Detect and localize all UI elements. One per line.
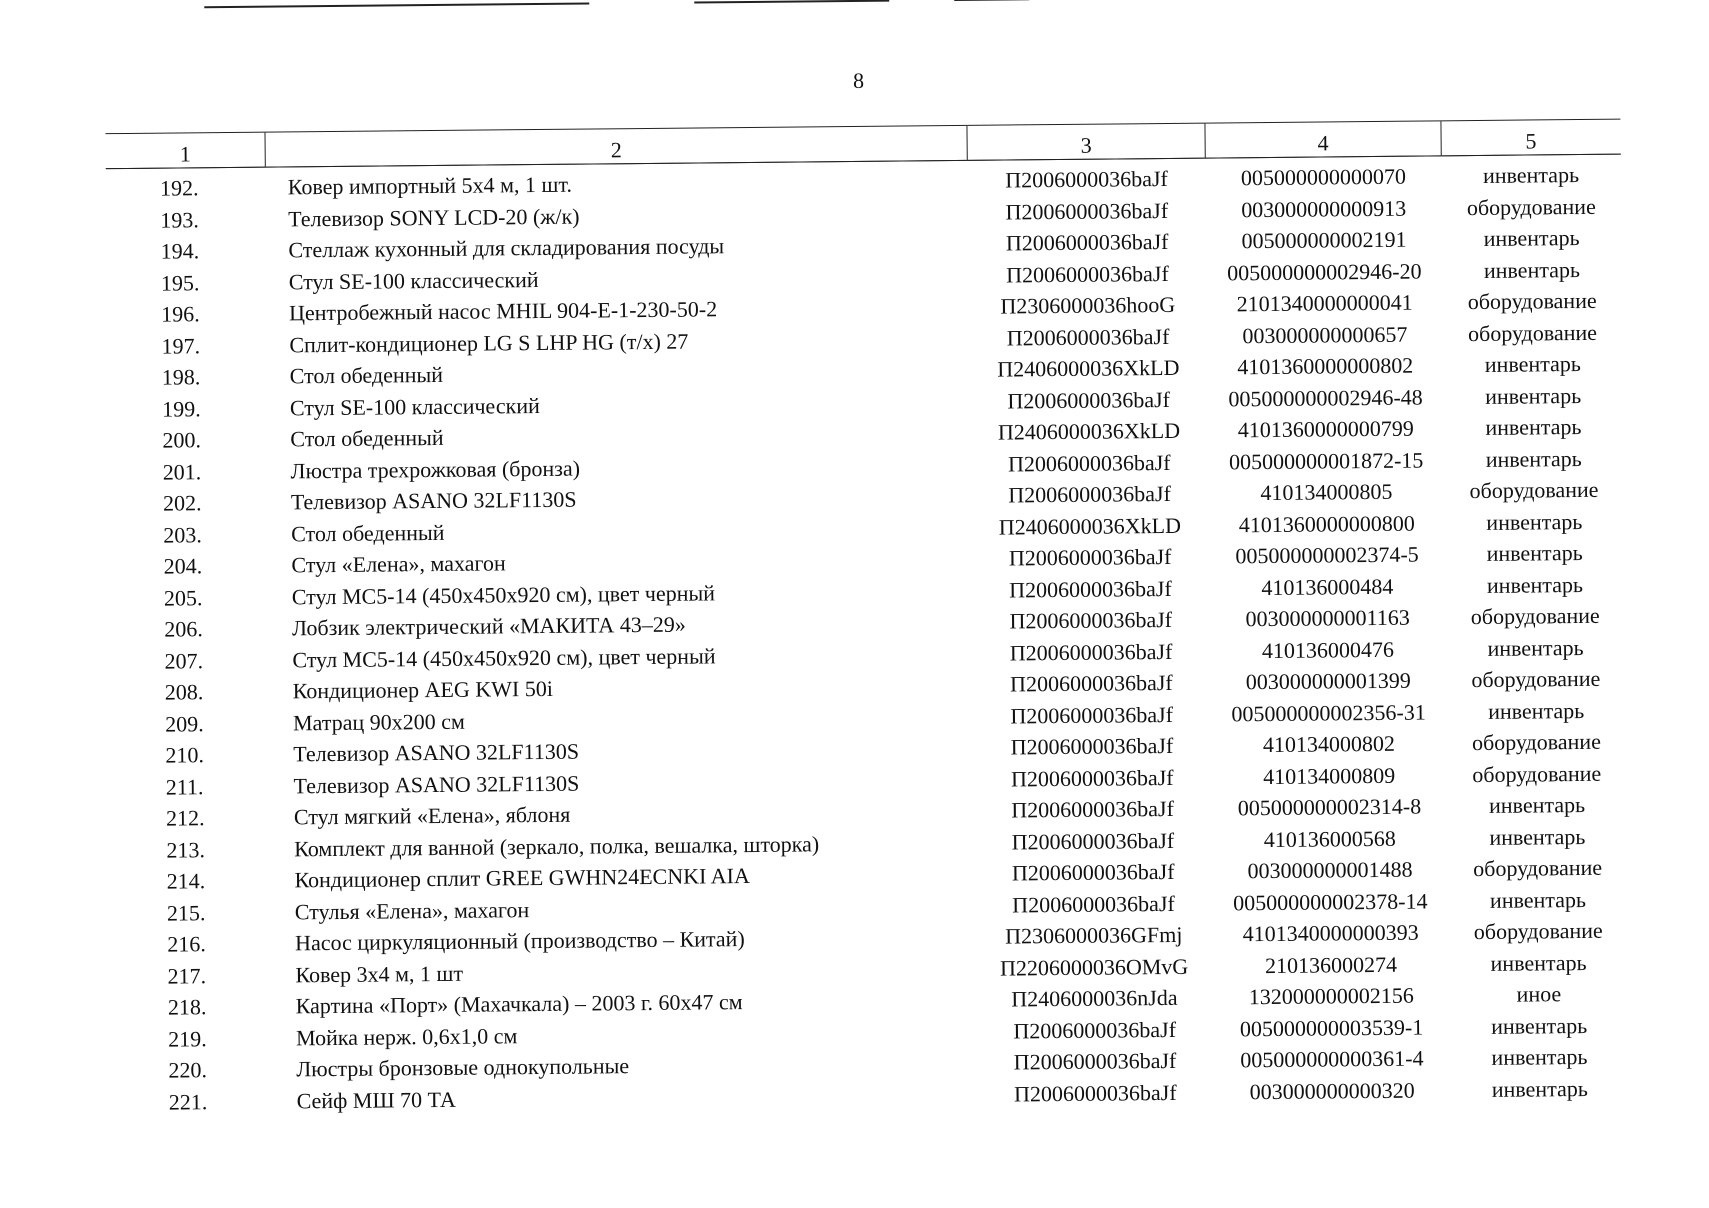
item-name-cell: Стул мягкий «Елена», яблоня xyxy=(293,801,571,830)
column-header-2: 2 xyxy=(265,125,967,167)
row-number-cell: 205. xyxy=(163,584,203,611)
item-name-cell: Мойка нерж. 0,6x1,0 см xyxy=(295,1022,518,1050)
row-number-cell: 216. xyxy=(167,931,206,957)
row-number-cell: 219. xyxy=(168,1025,207,1052)
item-name-cell: Сплит-кондиционер LG S LHP HG (т/х) 27 xyxy=(289,328,689,357)
page-number: 8 xyxy=(852,67,865,93)
item-name-cell: Телевизор ASANO 32LF1130S xyxy=(293,738,580,767)
item-name-cell: Стул SE-100 классический xyxy=(288,266,539,294)
top-rule-1 xyxy=(204,3,589,9)
item-type-cell: инвентарь xyxy=(1488,697,1585,724)
item-type-cell: инвентарь xyxy=(1482,162,1580,188)
item-type-cell: инвентарь xyxy=(1485,445,1582,472)
column-header-1: 1 xyxy=(105,132,265,169)
account-code-cell: П2406000036nJda xyxy=(1011,984,1178,1012)
item-name-cell: Стол обеденный xyxy=(291,519,445,546)
account-code-cell: П2006000036baJf xyxy=(1009,638,1173,666)
inventory-number-cell: 003000000001163 xyxy=(1245,604,1410,632)
item-name-cell: Стулья «Елена», махагон xyxy=(294,896,530,924)
item-name-cell: Насос циркуляционный (производство – Китай) xyxy=(294,926,745,956)
inventory-number-cell: 005000000002946-48 xyxy=(1228,384,1423,411)
inventory-number-cell: 410136000476 xyxy=(1261,636,1395,663)
account-code-cell: П2006000036baJf xyxy=(1008,543,1172,571)
column-header-5: 5 xyxy=(1441,119,1621,156)
item-type-cell: инвентарь xyxy=(1489,823,1586,850)
row-number-cell: 212. xyxy=(165,805,205,831)
inventory-number-cell: 410136000484 xyxy=(1261,573,1394,600)
account-code-cell: П2006000036baJf xyxy=(1009,669,1173,697)
column-header-4: 4 xyxy=(1205,121,1441,158)
item-type-cell: инвентарь xyxy=(1487,634,1584,661)
inventory-number-cell: 2101340000000041 xyxy=(1236,289,1413,317)
inventory-number-cell: 003000000000913 xyxy=(1241,195,1407,222)
item-name-cell: Люстра трехрожковая (бронза) xyxy=(290,455,581,483)
account-code-cell: П2306000036GFmj xyxy=(1005,921,1183,949)
item-type-cell: инвентарь xyxy=(1491,1012,1588,1039)
row-number-cell: 195. xyxy=(160,269,200,296)
item-type-cell: инвентарь xyxy=(1485,382,1582,409)
item-type-cell: инвентарь xyxy=(1490,949,1587,976)
item-type-cell: инвентарь xyxy=(1486,540,1583,566)
top-rule-2 xyxy=(694,0,889,4)
item-type-cell: оборудование xyxy=(1473,917,1603,945)
account-code-cell: П2006000036baJf xyxy=(1005,165,1168,193)
account-code-cell: П2006000036baJf xyxy=(1006,260,1169,288)
inventory-number-cell: 132000000002156 xyxy=(1248,982,1414,1010)
item-type-cell: инвентарь xyxy=(1491,1043,1588,1070)
item-type-cell: оборудование xyxy=(1471,665,1601,693)
item-name-cell: Стул МС5-14 (450x450x920 см), цвет черный xyxy=(292,642,716,672)
item-name-cell: Лобзик электрический «МАКИТА 43–29» xyxy=(291,611,686,641)
row-number-cell: 218. xyxy=(167,994,207,1020)
row-number-cell: 201. xyxy=(162,458,202,485)
item-type-cell: оборудование xyxy=(1466,193,1596,220)
row-number-cell: 196. xyxy=(161,301,200,327)
inventory-number-cell: 410136000568 xyxy=(1263,825,1396,852)
inventory-number-cell: 005000000001872-15 xyxy=(1228,447,1424,474)
inventory-number-cell: 005000000002191 xyxy=(1241,226,1407,254)
item-name-cell: Центробежный насос MHIL 904-E-1-230-50-2 xyxy=(288,296,718,326)
inventory-number-cell: 4101360000000802 xyxy=(1237,352,1414,380)
inventory-number-cell: 410134000805 xyxy=(1260,478,1393,506)
inventory-number-cell: 005000000002378-14 xyxy=(1233,888,1428,915)
row-number-cell: 213. xyxy=(166,836,205,863)
item-type-cell: оборудование xyxy=(1469,476,1599,504)
inventory-number-cell: 003000000001399 xyxy=(1245,667,1411,695)
account-code-cell: П2006000036baJf xyxy=(1008,480,1171,508)
item-type-cell: иное xyxy=(1516,981,1562,1007)
account-code-cell: П2006000036baJf xyxy=(1006,323,1170,351)
account-code-cell: П2306000036hooG xyxy=(1000,291,1176,319)
account-code-cell: П2006000036baJf xyxy=(1011,827,1175,855)
account-code-cell: П2006000036baJf xyxy=(1011,795,1174,823)
account-code-cell: П2006000036baJf xyxy=(1010,764,1174,792)
account-code-cell: П2006000036baJf xyxy=(1010,701,1174,729)
account-code-cell: П2006000036baJf xyxy=(1013,1047,1177,1075)
inventory-table xyxy=(105,119,1629,1118)
item-type-cell: оборудование xyxy=(1470,602,1600,630)
item-type-cell: оборудование xyxy=(1467,287,1597,315)
row-number-cell: 200. xyxy=(162,427,202,453)
account-code-cell: П2006000036baJf xyxy=(1011,858,1175,886)
item-name-cell: Люстры бронзовые однокупольные xyxy=(296,1053,630,1082)
inventory-number-cell: 4101360000000800 xyxy=(1238,510,1415,537)
inventory-number-cell: 005000000000361-4 xyxy=(1240,1045,1424,1073)
row-number-cell: 198. xyxy=(161,364,201,390)
account-code-cell: П2006000036baJf xyxy=(1010,732,1174,760)
item-name-cell: Комплект для ванной (зеркало, полка, вешалка, шторка) xyxy=(294,830,820,861)
item-type-cell: инвентарь xyxy=(1483,225,1580,251)
inventory-number-cell: 410134000809 xyxy=(1263,762,1396,789)
row-number-cell: 209. xyxy=(165,710,204,737)
item-type-cell: оборудование xyxy=(1473,854,1603,882)
row-number-cell: 208. xyxy=(164,679,204,705)
item-name-cell: Стол обеденный xyxy=(290,424,444,452)
inventory-number-cell: 005000000003539-1 xyxy=(1239,1014,1424,1041)
inventory-number-cell: 005000000002374-5 xyxy=(1235,541,1419,569)
row-number-cell: 214. xyxy=(166,868,206,894)
inventory-number-cell: 003000000001488 xyxy=(1247,856,1413,884)
inventory-number-cell: 005000000002946-20 xyxy=(1227,258,1422,285)
inventory-number-cell: 005000000002356-31 xyxy=(1231,699,1426,726)
item-type-cell: инвентарь xyxy=(1485,414,1582,440)
item-name-cell: Картина «Порт» (Махачкала) – 2003 г. 60x47 см xyxy=(295,989,743,1019)
item-name-cell: Стул «Елена», махагон xyxy=(291,550,506,578)
item-name-cell: Телевизор ASANO 32LF1130S xyxy=(293,770,580,798)
item-name-cell: Матрац 90x200 см xyxy=(292,708,465,735)
inventory-number-cell: 4101360000000799 xyxy=(1237,415,1414,443)
row-number-cell: 194. xyxy=(160,238,200,264)
account-code-cell: П2406000036XkLD xyxy=(997,417,1181,445)
item-type-cell: инвентарь xyxy=(1491,1075,1588,1102)
account-code-cell: П2006000036baJf xyxy=(1007,449,1171,477)
account-code-cell: П2006000036baJf xyxy=(1005,228,1169,256)
account-code-cell: П2006000036baJf xyxy=(1013,1016,1177,1043)
item-type-cell: инвентарь xyxy=(1483,256,1581,283)
item-type-cell: оборудование xyxy=(1472,760,1602,787)
item-type-cell: оборудование xyxy=(1471,728,1602,756)
row-number-cell: 202. xyxy=(162,490,202,516)
account-code-cell: П2006000036baJf xyxy=(1005,197,1169,225)
inventory-number-cell: 003000000000320 xyxy=(1249,1077,1415,1104)
inventory-number-cell: 003000000000657 xyxy=(1242,321,1408,348)
item-name-cell: Сейф МШ 70 ТА xyxy=(296,1086,456,1113)
row-number-cell: 193. xyxy=(160,206,199,233)
account-code-cell: П2006000036baJf xyxy=(1009,575,1172,603)
inventory-number-cell: 005000000002314-8 xyxy=(1237,793,1422,821)
item-name-cell: Кондиционер сплит GREE GWHN24ECNKI AIA xyxy=(294,863,750,893)
row-number-cell: 220. xyxy=(168,1057,208,1083)
item-name-cell: Ковер 3x4 м, 1 шт xyxy=(295,960,464,987)
inventory-number-cell: 210136000274 xyxy=(1264,951,1398,978)
row-number-cell: 197. xyxy=(161,332,201,359)
row-number-cell: 215. xyxy=(166,899,206,926)
row-number-cell: 217. xyxy=(167,962,207,989)
item-name-cell: Стул SE-100 классический xyxy=(289,392,540,420)
item-type-cell: инвентарь xyxy=(1488,791,1586,818)
inventory-number-cell: 005000000000070 xyxy=(1240,163,1407,191)
item-name-cell: Ковер импортный 5x4 м, 1 шт. xyxy=(287,171,573,200)
item-name-cell: Телевизор SONY LCD-20 (ж/к) xyxy=(288,203,580,231)
row-number-cell: 207. xyxy=(164,647,204,674)
account-code-cell: П2406000036XkLD xyxy=(997,354,1180,382)
account-code-cell: П2006000036baJf xyxy=(1013,1079,1177,1106)
item-name-cell: Телевизор ASANO 32LF1130S xyxy=(290,486,577,515)
item-type-cell: оборудование xyxy=(1467,319,1598,346)
row-number-cell: 203. xyxy=(163,521,202,548)
inventory-number-cell: 410134000802 xyxy=(1262,730,1395,758)
item-name-cell: Стул МС5-14 (450x450x920 см), цвет черный xyxy=(291,579,716,609)
row-number-cell: 199. xyxy=(162,395,201,422)
item-type-cell: инвентарь xyxy=(1484,351,1581,377)
account-code-cell: П2206000036OMvG xyxy=(999,953,1189,981)
item-type-cell: инвентарь xyxy=(1486,508,1583,535)
item-name-cell: Стеллаж кухонный для складирования посуды xyxy=(288,233,725,263)
row-number-cell: 204. xyxy=(163,553,203,579)
account-code-cell: П2006000036baJf xyxy=(1009,606,1173,634)
account-code-cell: П2006000036baJf xyxy=(1007,386,1171,414)
account-code-cell: П2006000036baJf xyxy=(1012,890,1175,917)
row-number-cell: 210. xyxy=(165,742,205,768)
item-type-cell: инвентарь xyxy=(1489,886,1587,913)
top-rule-3 xyxy=(954,0,1029,1)
row-number-cell: 192. xyxy=(159,175,199,201)
item-name-cell: Стол обеденный xyxy=(289,361,444,389)
inventory-number-cell: 4101340000000393 xyxy=(1242,919,1419,947)
column-header-3: 3 xyxy=(967,123,1206,160)
row-number-cell: 211. xyxy=(165,773,204,800)
account-code-cell: П2406000036XkLD xyxy=(998,512,1182,540)
row-number-cell: 206. xyxy=(164,616,203,642)
item-name-cell: Кондиционер AEG KWI 50i xyxy=(292,675,554,704)
item-type-cell: инвентарь xyxy=(1486,571,1584,598)
row-number-cell: 221. xyxy=(168,1088,208,1115)
